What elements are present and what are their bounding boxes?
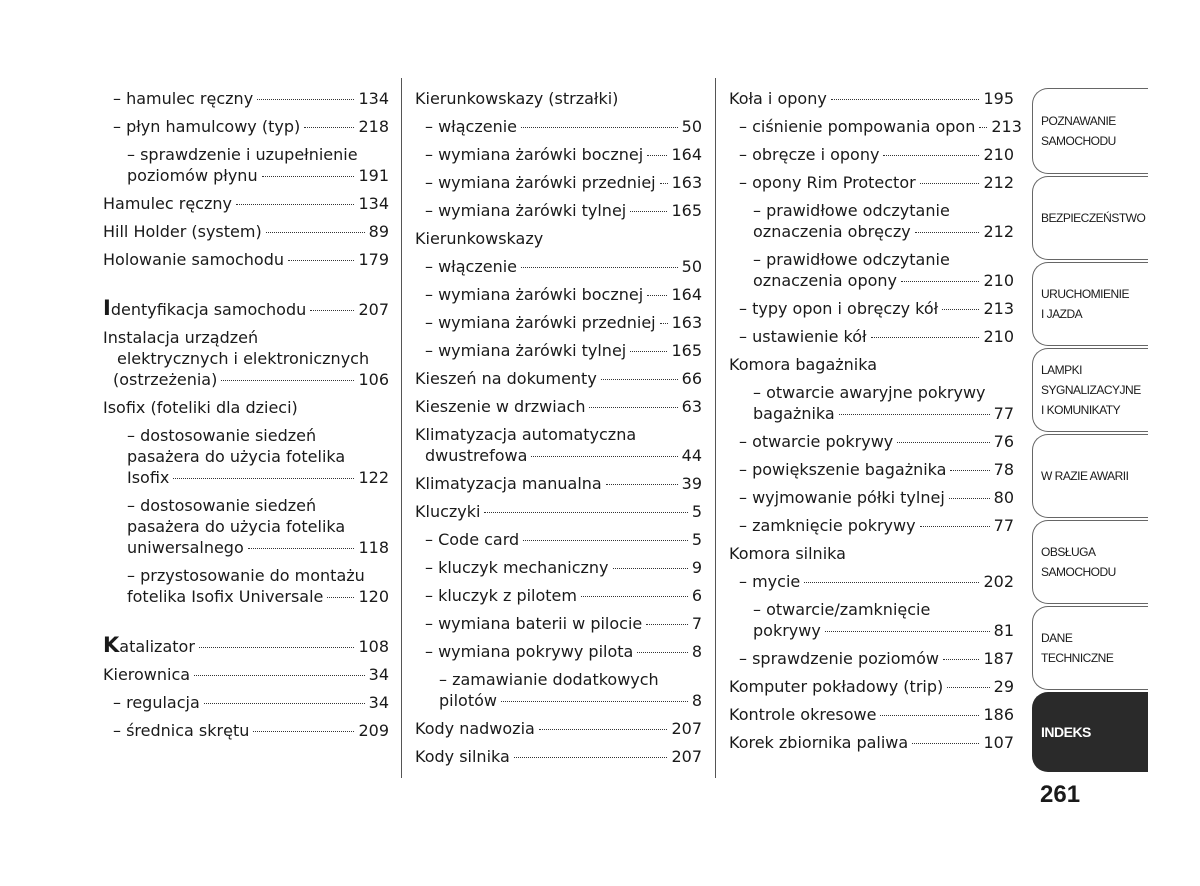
index-entry (415, 420, 702, 469)
column-divider (715, 78, 716, 778)
dot-leader (901, 281, 979, 282)
index-entry (729, 700, 1014, 728)
entry-text: Kontrole okresowe (729, 705, 877, 724)
section-tab-label: URUCHOMIENIE (1041, 287, 1130, 301)
entry-text: – powiększenie bagażnika (739, 460, 947, 479)
entry-page-number: 213 (991, 117, 1022, 136)
index-entry (103, 245, 389, 273)
entry-text: poziomów płynu (127, 166, 258, 185)
dot-leader (897, 442, 989, 443)
index-entry (729, 644, 1014, 672)
entry-text: pasażera do użycia fotelika (127, 517, 346, 536)
index-entry (729, 322, 1014, 350)
section-tab-label: INDEKS (1041, 724, 1091, 740)
dot-leader (521, 127, 678, 128)
entry-page-number: 202 (983, 572, 1014, 591)
entry-text: pokrywy (753, 621, 821, 640)
entry-page-number: 187 (983, 649, 1014, 668)
dot-leader (606, 484, 678, 485)
entry-text: – wymiana żarówki tylnej (425, 341, 627, 360)
dot-leader (647, 155, 667, 156)
dot-leader (831, 99, 980, 100)
index-entry (415, 336, 702, 364)
entry-page-number: 210 (983, 145, 1014, 164)
dot-leader (943, 659, 979, 660)
entry-text: – Code card (425, 530, 520, 549)
index-entry (415, 112, 702, 140)
index-entry (729, 427, 1014, 455)
entry-text: Hill Holder (system) (103, 222, 262, 241)
entry-text: – otwarcie awaryjne pokrywy (753, 383, 986, 402)
index-entry (729, 483, 1014, 511)
index-entry (729, 728, 1014, 756)
index-entry (415, 364, 702, 392)
index-entry (729, 196, 1014, 245)
entry-page-number: 179 (358, 250, 389, 269)
entry-page-number: 5 (691, 530, 702, 549)
entry-text: Hamulec ręczny (103, 194, 232, 213)
entry-text: fotelika Isofix Universale (127, 587, 324, 606)
index-entry (103, 217, 389, 245)
index-entry (729, 112, 1022, 140)
dot-leader (613, 568, 688, 569)
dot-leader (304, 127, 354, 128)
entry-text: – sprawdzenie i uzupełnienie (127, 145, 358, 164)
entry-page-number: 134 (358, 194, 389, 213)
entry-page-number: 207 (671, 747, 702, 766)
entry-text: – wymiana żarówki przedniej (425, 173, 656, 192)
entry-text: Koła i opony (729, 89, 827, 108)
index-entry (415, 469, 702, 497)
entry-page-number: 210 (983, 327, 1014, 346)
entry-page-number: 34 (368, 693, 389, 712)
index-entry (415, 525, 702, 553)
entry-page-number: 76 (993, 432, 1014, 451)
index-entry (415, 497, 702, 525)
entry-text: dentyfikacja samochodu (110, 300, 307, 319)
entry-text: dwustrefowa (425, 446, 528, 465)
dot-leader (949, 498, 990, 499)
entry-text: – opony Rim Protector (739, 173, 916, 192)
entry-page-number: 9 (691, 558, 702, 577)
entry-text: Komora bagażnika (729, 355, 878, 374)
index-entry (103, 140, 389, 189)
index-entry (415, 252, 702, 280)
entry-text: – kluczyk mechaniczny (425, 558, 609, 577)
entry-text: – wymiana baterii w pilocie (425, 614, 643, 633)
index-column-1 (103, 84, 389, 744)
index-entry (729, 511, 1014, 539)
entry-text: – ustawienie kół (739, 327, 867, 346)
section-tab-label: I JAZDA (1041, 307, 1083, 321)
entry-page-number: 118 (358, 538, 389, 557)
section-tab[interactable] (1032, 348, 1148, 432)
dot-leader (804, 582, 979, 583)
entry-text: – zamknięcie pokrywy (739, 516, 916, 535)
dot-leader (521, 267, 678, 268)
entry-page-number: 8 (691, 642, 702, 661)
entry-page-number: 80 (993, 488, 1014, 507)
entry-text: Isofix (foteliki dla dzieci) (103, 398, 298, 417)
entry-page-number: 165 (671, 201, 702, 220)
entry-page-number: 120 (358, 587, 389, 606)
dot-leader (501, 701, 688, 702)
entry-text: – przystosowanie do montażu (127, 566, 365, 585)
entry-text: – wymiana żarówki przedniej (425, 313, 656, 332)
index-entry (415, 224, 702, 252)
dot-leader (288, 260, 354, 261)
entry-page-number: 209 (358, 721, 389, 740)
index-entry (415, 714, 702, 742)
page-number: 261 (1040, 781, 1081, 808)
entry-text: – otwarcie pokrywy (739, 432, 894, 451)
entry-page-number: 207 (358, 300, 389, 319)
dot-leader (920, 526, 990, 527)
entry-page-number: 165 (671, 341, 702, 360)
section-tab-label: OBSŁUGA (1041, 545, 1096, 559)
section-tab-label: I KOMUNIKATY (1041, 403, 1121, 417)
entry-text: – włączenie (425, 117, 517, 136)
dot-leader (839, 414, 990, 415)
entry-text: (ostrzeżenia) (113, 370, 218, 389)
entry-page-number: 29 (993, 677, 1014, 696)
dot-leader (950, 470, 989, 471)
index-entry (729, 140, 1014, 168)
section-tab[interactable] (1032, 606, 1148, 690)
entry-text: – otwarcie/zamknięcie (753, 600, 931, 619)
letter-initial: K (103, 633, 120, 657)
index-entry (415, 168, 702, 196)
entry-text: Kieszenie w drzwiach (415, 397, 586, 416)
entry-page-number: 108 (358, 637, 389, 656)
entry-page-number: 164 (671, 145, 702, 164)
section-tab-label: SAMOCHODU (1041, 134, 1116, 148)
entry-text: – średnica skrętu (113, 721, 250, 740)
entry-text: – regulacja (113, 693, 200, 712)
entry-text: Instalacja urządzeń (103, 328, 259, 347)
index-entry (415, 392, 702, 420)
entry-text: Kierunkowskazy (415, 229, 544, 248)
entry-page-number: 212 (983, 222, 1014, 241)
index-entry (415, 609, 702, 637)
index-entry (103, 421, 389, 491)
entry-page-number: 77 (993, 404, 1014, 423)
entry-text: – wymiana żarówki tylnej (425, 201, 627, 220)
dot-leader (920, 183, 980, 184)
entry-text: – zamawianie dodatkowych (439, 670, 659, 689)
index-entry (729, 539, 1014, 567)
entry-text: uniwersalnego (127, 538, 244, 557)
entry-text: atalizator (119, 637, 195, 656)
entry-text: – mycie (739, 572, 801, 591)
dot-leader (253, 731, 354, 732)
entry-text: Kluczyki (415, 502, 481, 521)
entry-page-number: 195 (983, 89, 1014, 108)
entry-text: Kierunkowskazy (strzałki) (415, 89, 619, 108)
index-entry (103, 112, 389, 140)
section-tab-label: TECHNICZNE (1041, 651, 1114, 665)
entry-text: – obręcze i opony (739, 145, 880, 164)
entry-text: Klimatyzacja automatyczna (415, 425, 637, 444)
dot-leader (979, 127, 987, 128)
entry-text: – dostosowanie siedzeń (127, 496, 317, 515)
section-tab-label: LAMPKI (1041, 363, 1083, 377)
dot-leader (630, 211, 667, 212)
entry-text: oznaczenia obręczy (753, 222, 911, 241)
index-entry (103, 491, 389, 561)
dot-leader (880, 715, 979, 716)
index-entry (103, 84, 389, 112)
dot-leader (327, 597, 354, 598)
dot-leader (173, 478, 354, 479)
entry-page-number: 78 (993, 460, 1014, 479)
section-tab-label: POZNAWANIE (1041, 114, 1116, 128)
entry-text: bagażnika (753, 404, 835, 423)
dot-leader (248, 548, 355, 549)
index-entry (103, 189, 389, 217)
entry-page-number: 8 (691, 691, 702, 710)
entry-page-number: 106 (358, 370, 389, 389)
entry-text: – kluczyk z pilotem (425, 586, 577, 605)
index-entry (103, 716, 389, 744)
dot-leader (581, 596, 688, 597)
index-column-3 (729, 84, 1022, 756)
index-entry (729, 455, 1014, 483)
dot-leader (531, 456, 677, 457)
entry-text: Komora silnika (729, 544, 846, 563)
index-entry (103, 688, 389, 716)
entry-page-number: 134 (358, 89, 389, 108)
entry-text: – ciśnienie pompowania opon (739, 117, 976, 136)
entry-page-number: 81 (993, 621, 1014, 640)
index-entry (415, 196, 702, 224)
entry-text: – wyjmowanie półki tylnej (739, 488, 945, 507)
index-entry (729, 294, 1014, 322)
index-entry (729, 84, 1014, 112)
index-entry (729, 672, 1014, 700)
entry-text: – prawidłowe odczytanie (753, 201, 950, 220)
entry-text: Holowanie samochodu (103, 250, 284, 269)
index-entry (103, 660, 389, 688)
entry-page-number: 210 (983, 271, 1014, 290)
entry-text: Isofix (127, 468, 170, 487)
section-tab-label: W RAZIE AWARII (1041, 469, 1129, 483)
dot-leader (539, 729, 668, 730)
letter-initial: I (103, 296, 111, 320)
section-tab[interactable] (1032, 520, 1148, 604)
dot-leader (199, 647, 355, 648)
section-tab[interactable] (1032, 176, 1148, 260)
section-tab-label: BEZPIECZEŃSTWO (1041, 211, 1146, 225)
dot-leader (257, 99, 354, 100)
index-entry (415, 84, 702, 112)
dot-leader (601, 379, 678, 380)
section-tab-label: DANE (1041, 631, 1073, 645)
entry-page-number: 44 (681, 446, 702, 465)
dot-leader (825, 631, 990, 632)
entry-text: Komputer pokładowy (trip) (729, 677, 944, 696)
column-divider (401, 78, 402, 778)
dot-leader (947, 687, 989, 688)
dot-leader (647, 295, 667, 296)
entry-text: Korek zbiornika paliwa (729, 733, 909, 752)
entry-page-number: 107 (983, 733, 1014, 752)
entry-page-number: 77 (993, 516, 1014, 535)
entry-page-number: 163 (671, 313, 703, 332)
dot-leader (514, 757, 668, 758)
entry-text: – typy opon i obręczy kół (739, 299, 939, 318)
entry-text: Kody nadwozia (415, 719, 535, 738)
index-entry (415, 140, 702, 168)
dot-leader (266, 232, 365, 233)
entry-page-number: 186 (983, 705, 1014, 724)
dot-leader (262, 176, 355, 177)
index-entry (415, 581, 702, 609)
entry-text: – wymiana żarówki bocznej (425, 145, 644, 164)
entry-page-number: 207 (671, 719, 702, 738)
entry-page-number: 50 (681, 257, 702, 276)
dot-leader (194, 675, 365, 676)
entry-text: – włączenie (425, 257, 517, 276)
section-tab[interactable] (1032, 692, 1148, 772)
entry-text: oznaczenia opony (753, 271, 897, 290)
index-entry (103, 561, 389, 610)
entry-page-number: 50 (681, 117, 702, 136)
entry-text: Kierownica (103, 665, 191, 684)
index-entry (415, 280, 702, 308)
dot-leader (871, 337, 980, 338)
index-entry (415, 637, 702, 665)
entry-page-number: 213 (983, 299, 1014, 318)
index-entry (415, 742, 702, 770)
dot-leader (646, 624, 688, 625)
entry-text: – prawidłowe odczytanie (753, 250, 950, 269)
entry-text: Klimatyzacja manualna (415, 474, 602, 493)
entry-page-number: 66 (681, 369, 702, 388)
entry-text: – sprawdzenie poziomów (739, 649, 939, 668)
index-entry (103, 323, 389, 393)
dot-leader (942, 309, 979, 310)
section-tab[interactable] (1032, 434, 1148, 518)
entry-page-number: 218 (358, 117, 389, 136)
dot-leader (637, 652, 687, 653)
index-entry (103, 632, 389, 660)
index-entry (729, 245, 1014, 294)
index-entry (729, 168, 1014, 196)
index-entry (729, 378, 1014, 427)
index-entry (415, 553, 702, 581)
entry-page-number: 122 (358, 468, 389, 487)
dot-leader (630, 351, 667, 352)
index-entry (729, 567, 1014, 595)
dot-leader (660, 323, 668, 324)
dot-leader (660, 183, 668, 184)
section-tab[interactable] (1032, 88, 1148, 174)
entry-page-number: 7 (691, 614, 702, 633)
entry-page-number: 39 (681, 474, 702, 493)
dot-leader (912, 743, 979, 744)
dot-leader (204, 703, 365, 704)
entry-text: – dostosowanie siedzeń (127, 426, 317, 445)
entry-text: Kody silnika (415, 747, 510, 766)
entry-text: pilotów (439, 691, 497, 710)
entry-page-number: 5 (691, 502, 702, 521)
entry-page-number: 34 (368, 665, 389, 684)
dot-leader (883, 155, 979, 156)
dot-leader (915, 232, 980, 233)
index-column-2 (415, 84, 702, 770)
entry-page-number: 164 (671, 285, 702, 304)
dot-leader (236, 204, 354, 205)
index-entry (415, 665, 702, 714)
index-entry (103, 295, 389, 323)
entry-page-number: 89 (368, 222, 389, 241)
entry-page-number: 163 (671, 173, 703, 192)
section-tab-label: SAMOCHODU (1041, 565, 1116, 579)
dot-leader (523, 540, 688, 541)
entry-text: – płyn hamulcowy (typ) (113, 117, 301, 136)
index-entry (729, 595, 1014, 644)
index-entry (103, 393, 389, 421)
entry-page-number: 63 (681, 397, 702, 416)
section-tab[interactable] (1032, 262, 1148, 346)
dot-leader (484, 512, 687, 513)
entry-page-number: 191 (358, 166, 389, 185)
entry-page-number: 6 (691, 586, 702, 605)
entry-text: – wymiana żarówki bocznej (425, 285, 644, 304)
dot-leader (310, 310, 354, 311)
entry-text: pasażera do użycia fotelika (127, 447, 346, 466)
entry-text: elektrycznych i elektronicznych (117, 349, 370, 368)
entry-text: Kieszeń na dokumenty (415, 369, 597, 388)
entry-page-number: 212 (983, 173, 1014, 192)
entry-text: – wymiana pokrywy pilota (425, 642, 634, 661)
dot-leader (589, 407, 677, 408)
section-tab-label: SYGNALIZACYJNE (1041, 383, 1141, 397)
dot-leader (221, 380, 354, 381)
index-entry (415, 308, 702, 336)
index-entry (729, 350, 1014, 378)
entry-text: – hamulec ręczny (113, 89, 254, 108)
